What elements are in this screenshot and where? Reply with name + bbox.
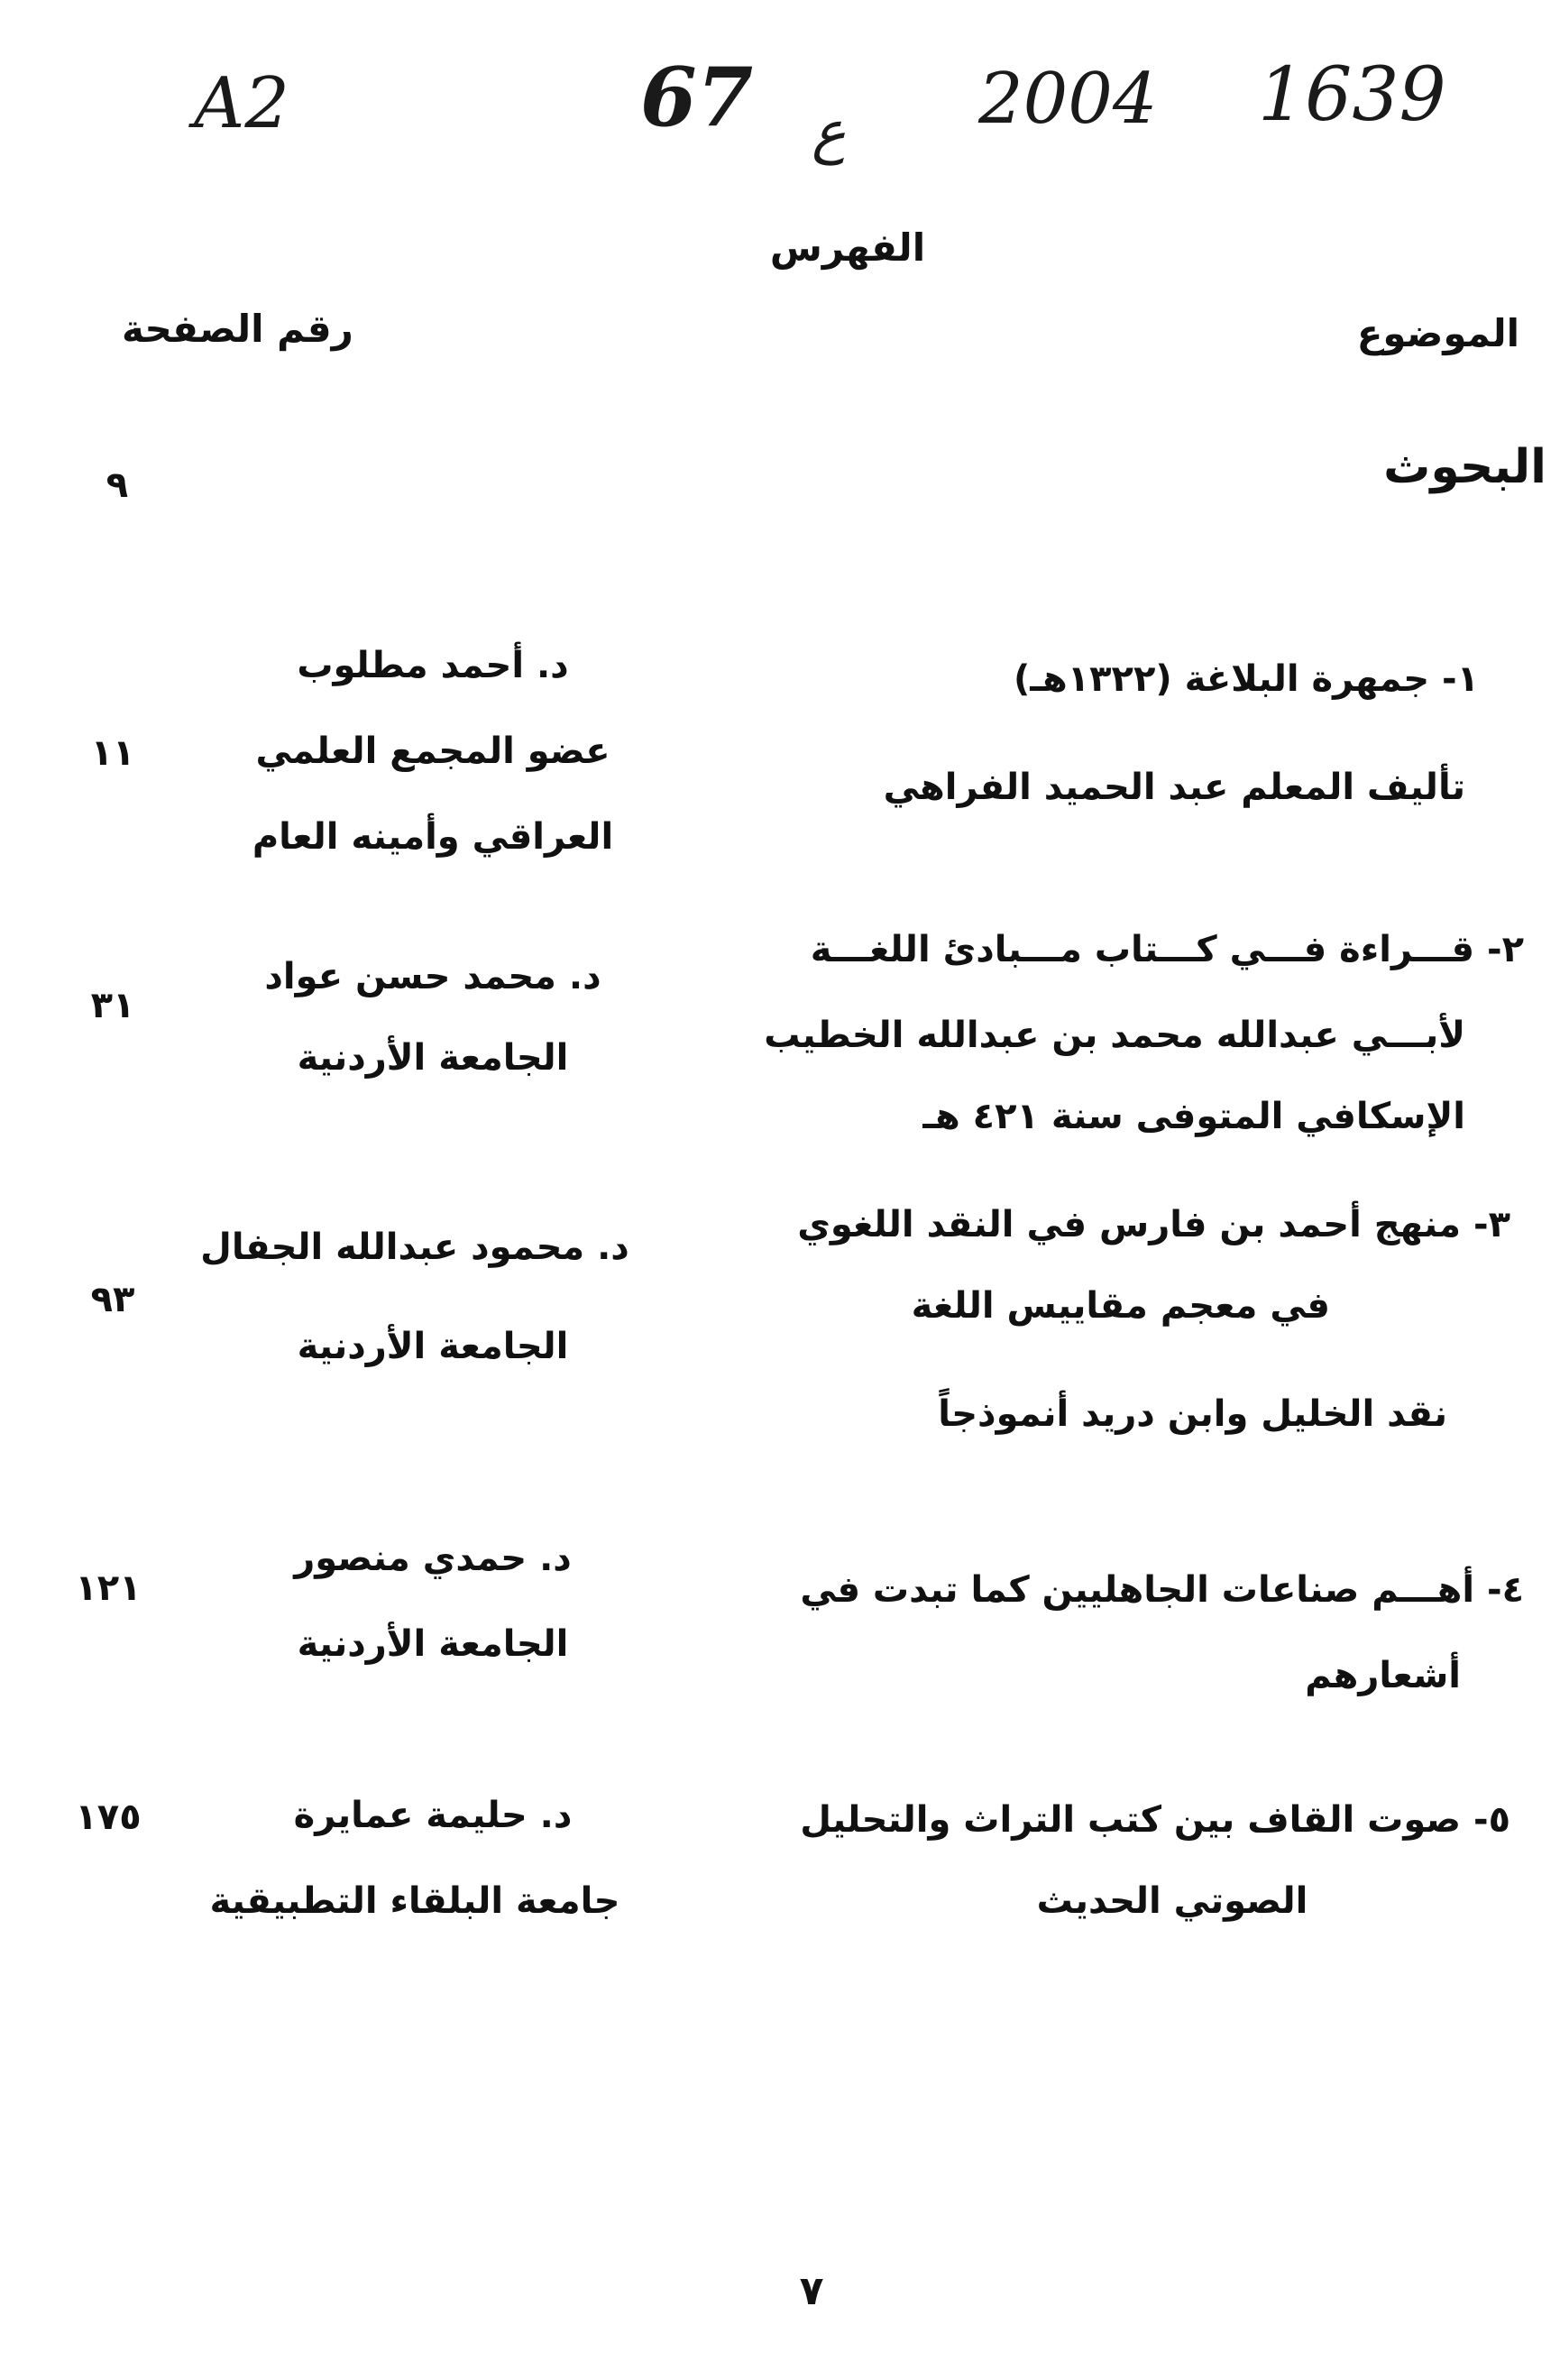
page-title: الفهرس <box>769 225 926 270</box>
entry-1-author: د. أحمد مطلوب <box>297 645 569 686</box>
entry-3-affiliation: الجامعة الأردنية <box>297 1326 569 1367</box>
handwritten-annotation-67: 67 <box>640 50 754 145</box>
entry-2-page-number: ٣١ <box>90 985 135 1026</box>
entry-4-author: د. حمدي منصور <box>294 1538 572 1579</box>
entry-4-page-number: ١٢١ <box>75 1567 142 1609</box>
entry-5-page-number: ١٧٥ <box>75 1796 142 1838</box>
entry-5-affiliation: جامعة البلقاء التطبيقية <box>209 1880 620 1922</box>
handwritten-annotation-ain: ع <box>812 99 847 166</box>
section-title: البحوث <box>1383 440 1546 494</box>
entry-1-title-line-1: ١- جمهرة البلاغة (١٣٢٢هـ) <box>1014 658 1479 700</box>
entry-2-author: د. محمد حسن عواد <box>264 956 601 997</box>
entry-5-title-line-2: الصوتي الحديث <box>1036 1880 1308 1922</box>
handwritten-annotation-1639: 1639 <box>1258 52 1446 138</box>
entry-3-title-line-3: نقد الخليل وابن دريد أنموذجاً <box>938 1393 1447 1435</box>
entry-3-title-line-1: ٣- منهج أحمد بن فارس في النقد اللغوي <box>797 1204 1510 1245</box>
entry-3-author: د. محمود عبدالله الجفال <box>200 1227 629 1268</box>
entry-4-affiliation: الجامعة الأردنية <box>297 1623 569 1665</box>
entry-1-affiliation-2: العراقي وأمينه العام <box>252 816 614 858</box>
entry-1-affiliation-1: عضو المجمع العلمي <box>255 731 610 772</box>
handwritten-annotation-2004: 2004 <box>978 59 1158 140</box>
column-header-page: رقم الصفحة <box>122 307 353 351</box>
entry-1-title-line-2: تأليف المعلم عبد الحميد الفراهي <box>883 767 1465 808</box>
column-header-topic: الموضوع <box>1356 311 1519 355</box>
entry-2-affiliation: الجامعة الأردنية <box>297 1037 569 1079</box>
entry-3-page-number: ٩٣ <box>90 1279 135 1320</box>
handwritten-annotation-a2: A2 <box>194 63 289 144</box>
section-page-number: ٩ <box>106 464 129 506</box>
entry-2-title-line-1: ٢- قـــراءة فـــي كـــتاب مـــبادئ اللغـــة <box>810 929 1524 970</box>
footer-page-number: ٧ <box>799 2268 824 2314</box>
entry-2-title-line-2: لأبـــي عبدالله محمد بن عبدالله الخطيب <box>764 1015 1465 1056</box>
entry-4-title-line-1: ٤- أهـــم صناعات الجاهليين كما تبدت في <box>800 1569 1524 1611</box>
entry-2-title-line-3: الإسكافي المتوفى سنة ٤٢١ هـ <box>922 1096 1465 1137</box>
entry-5-author: د. حليمة عمايرة <box>293 1795 573 1836</box>
entry-4-title-line-2: أشعارهم <box>1305 1655 1461 1696</box>
entry-1-page-number: ١١ <box>90 732 135 774</box>
entry-3-title-line-2: في معجم مقاييس اللغة <box>911 1285 1330 1327</box>
entry-5-title-line-1: ٥- صوت القاف بين كتب التراث والتحليل <box>800 1799 1510 1841</box>
